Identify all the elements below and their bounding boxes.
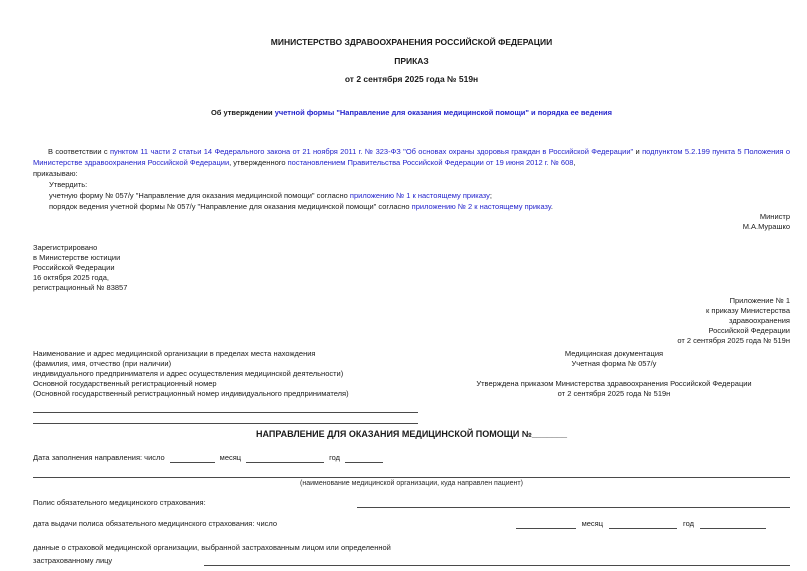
- resolution-link[interactable]: постановлением Правительства Российской Федерации от 19 июня 2012 г. № 608: [287, 158, 574, 167]
- policy-year-blank: [700, 521, 766, 529]
- subject-link[interactable]: учетной формы "Направление для оказания медицинской помощи" и порядка ее ведения: [274, 108, 613, 117]
- item2-end: .: [550, 202, 553, 211]
- org-info-block: [33, 349, 438, 399]
- document-subject: [33, 107, 790, 118]
- insurer-row: [33, 555, 790, 566]
- annex-block: [33, 296, 790, 346]
- policy-label: Полис обязательного медицинского страхования:: [33, 498, 206, 507]
- doc-form-block: [438, 349, 790, 399]
- annex2-link[interactable]: приложению № 2 к настоящему приказу: [411, 202, 551, 211]
- policy-row: [33, 497, 790, 508]
- policy-number-blank: [357, 500, 790, 508]
- law-link[interactable]: пунктом 11 части 2 статьи 14 Федерального закона от 21 ноября 2011 г. № 323-ФЗ "Об основах охраны здоровья граждан в Российской Федерации": [109, 147, 634, 156]
- org-info-line: Наименование и адрес медицинской организации в пределах места нахождения: [33, 349, 316, 358]
- registration-line: в Министерстве юстиции: [33, 253, 121, 262]
- doc-form-line: Учетная форма № 057/у: [571, 359, 657, 368]
- intro-text-3: , утвержденного: [229, 158, 288, 167]
- intro-text-2: и: [633, 147, 643, 156]
- destination-org-caption: (наименование медицинской организации, куда направлен пациент): [300, 480, 523, 487]
- doc-form-line: Утверждена приказом Министерства здравоохранения Российской Федерации: [476, 379, 752, 388]
- policy-day-blank: [516, 521, 576, 529]
- referral-form-title: НАПРАВЛЕНИЕ ДЛЯ ОКАЗАНИЯ МЕДИЦИНСКОЙ ПОМОЩИ №_______: [256, 429, 567, 439]
- fill-year-blank: [345, 455, 383, 463]
- org-name-blank-line: [33, 412, 418, 413]
- annex1-link[interactable]: приложению № 1 к настоящему приказу: [349, 191, 490, 200]
- form-header-columns: [33, 349, 790, 399]
- destination-org-blank-line: [33, 477, 790, 478]
- policy-date-label: дата выдачи полиса обязательного медицинского страхования: число: [33, 519, 278, 528]
- intro-paragraph: [33, 146, 790, 168]
- fill-month-blank: [246, 455, 324, 463]
- approve-word: Утвердить:: [49, 180, 88, 189]
- item1-text: учетную форму № 057/у "Направление для оказания медицинской помощи" согласно: [49, 191, 350, 200]
- item2-text: порядок ведения учетной формы № 057/у "Направление для оказания медицинской помощи" согласно: [49, 202, 412, 211]
- order-date: от 2 сентября 2025 года № 519н: [344, 74, 479, 84]
- annex-line: от 2 сентября 2025 года № 519н: [677, 336, 790, 345]
- subject-prefix: Об утверждении: [210, 108, 275, 117]
- fill-day-blank: [170, 455, 215, 463]
- ministry-title: МИНИСТЕРСТВО ЗДРАВООХРАНЕНИЯ РОССИЙСКОЙ ФЕДЕРАЦИИ: [270, 37, 553, 47]
- registration-line: регистрационный № 83857: [33, 283, 128, 292]
- annex-line: Российской Федерации: [708, 326, 790, 335]
- registration-line: 16 октября 2025 года,: [33, 273, 109, 282]
- intro-text-1: В соответствии с: [48, 147, 110, 156]
- order-item-2: [33, 201, 790, 212]
- minister-title: Министр: [759, 212, 790, 221]
- fill-month-label: месяц: [219, 453, 242, 462]
- doc-form-line: Медицинская документация: [564, 349, 664, 358]
- policy-date-row: [33, 518, 790, 529]
- policy-month-label: месяц: [581, 519, 604, 528]
- fill-year-label: год: [329, 453, 341, 462]
- annex-line: здравоохранения: [729, 316, 790, 325]
- registration-block: [33, 243, 790, 293]
- doc-form-line: от 2 сентября 2025 года № 519н: [557, 389, 671, 398]
- decree-word: приказываю:: [33, 169, 78, 178]
- org-info-line: (Основной государственный регистрационный номер индивидуального предпринимателя): [33, 389, 349, 398]
- spacer: [438, 369, 790, 379]
- signature-block: [33, 212, 790, 232]
- order-item-1: [33, 190, 790, 201]
- regulation-link[interactable]: подпунктом 5.2.199 пункта 5 Положения о Министерстве здравоохранения Российской Федерации: [33, 147, 790, 167]
- policy-year-label: год: [683, 519, 694, 528]
- policy-month-blank: [609, 521, 677, 529]
- minister-name: М.А.Мурашко: [742, 222, 790, 231]
- ogrn-blank-line: [33, 423, 418, 424]
- org-info-line: индивидуального предпринимателя и адрес осуществления медицинской деятельности): [33, 369, 344, 378]
- insurer-text-line2: застрахованному лицу: [33, 556, 113, 565]
- insurer-text-line1: данные о страховой медицинской организации, выбранной застрахованным лицом или определенной: [33, 543, 391, 552]
- annex-line: Приложение № 1: [729, 296, 790, 305]
- insurer-blank: [204, 558, 790, 566]
- intro-text-4: ,: [573, 158, 576, 167]
- order-label: ПРИКАЗ: [394, 56, 429, 66]
- org-info-line: Основной государственный регистрационный номер: [33, 379, 217, 388]
- item1-end: ;: [489, 191, 492, 200]
- registration-line: Российской Федерации: [33, 263, 115, 272]
- annex-line: к приказу Министерства: [706, 306, 790, 315]
- fill-date-label: Дата заполнения направления: число: [33, 453, 165, 462]
- registration-line: Зарегистрировано: [33, 243, 98, 252]
- fill-date-row: [33, 452, 790, 463]
- org-info-line: (фамилия, имя, отчество (при наличии): [33, 359, 172, 368]
